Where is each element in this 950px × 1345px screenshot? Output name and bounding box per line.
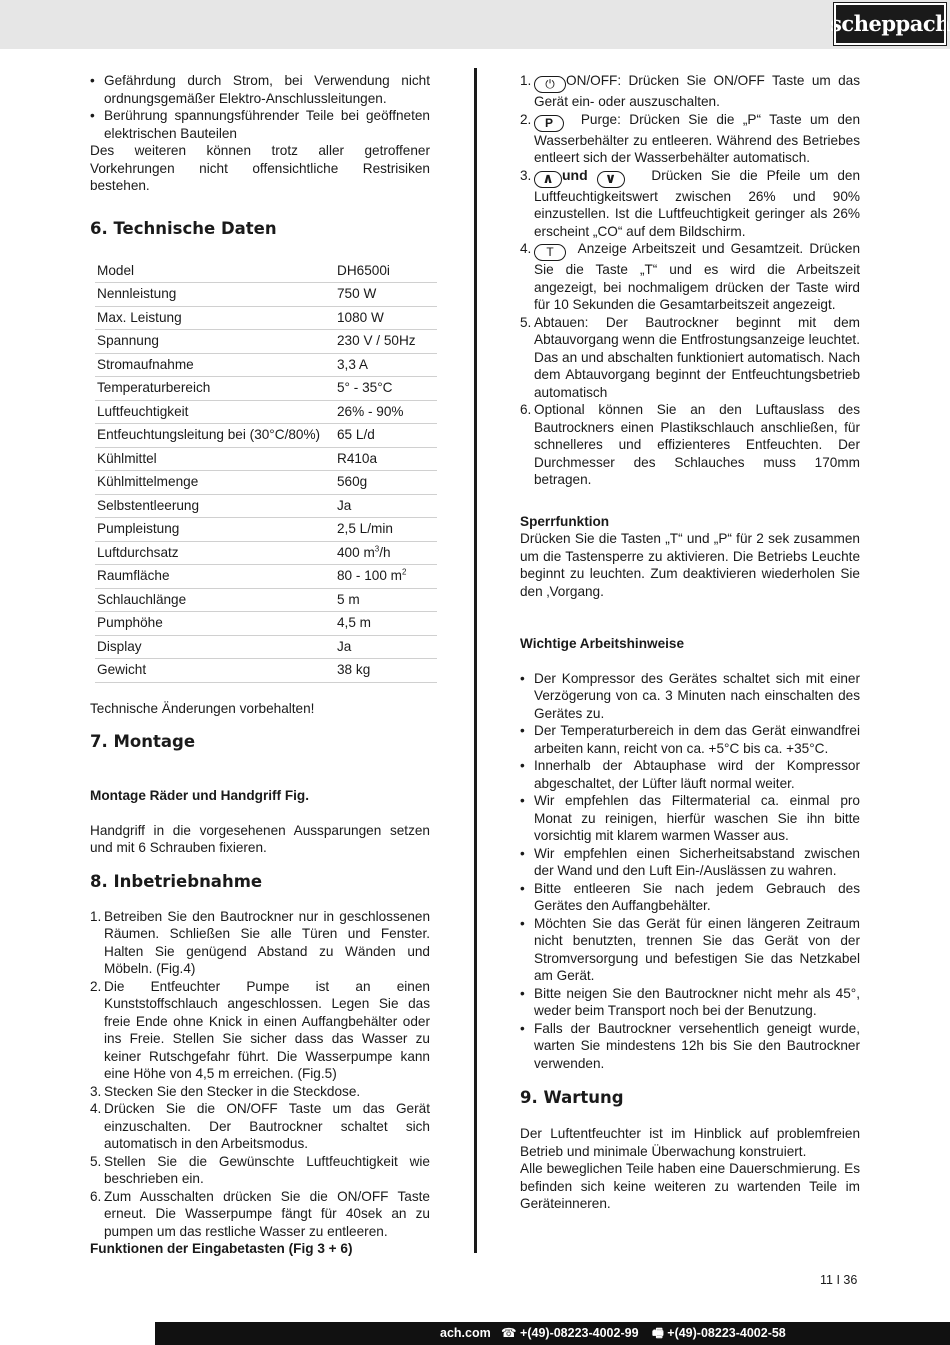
- list-item: 2. P Purge: Drücken Sie die „P“ Taste um den Wasserbehälter zu entleeren. Während des Betriebes entleert sich der Wasserbehälter automatisch.: [520, 111, 860, 165]
- arrow-down-icon: ∨: [597, 171, 625, 188]
- wartung-text-1: Der Luftentfeuchter ist im Hinblick auf problemfreien Betrieb und minimale Überwachung konstruiert.: [520, 1126, 860, 1159]
- list-item: • Gefährdung durch Strom, bei Verwendung nicht ordnungsgemäßer Elektro-Anschlussleitungen.: [90, 72, 430, 107]
- table-row: [95, 612, 437, 636]
- table-row: [95, 518, 437, 542]
- spec-value: 26% - 90%: [335, 400, 437, 424]
- spec-key: Raumfläche: [95, 565, 335, 589]
- list-item: • Der Temperaturbereich in dem das Gerät einwandfrei arbeiten kann, reicht von ca. +5°C bis ca. +35°C.: [520, 722, 860, 757]
- spec-key: Pumpleistung: [95, 518, 335, 542]
- power-button-icon: ⏻: [534, 76, 566, 93]
- table-row: [95, 400, 437, 424]
- table-row: [95, 377, 437, 401]
- key-functions-list: [520, 72, 860, 489]
- sperr-text: Drücken Sie die Tasten „T“ und „P“ für 2 sek zusammen um die Tastensperre zu aktivieren. Die Betriebs Leuchte beginnt zu leuchten. Zum deaktivieren wiederholen Sie den ‚Vorgang.: [520, 531, 860, 599]
- spec-key: Max. Leistung: [95, 306, 335, 330]
- list-item: 2. Die Entfeuchter Pumpe ist an einen Kunststoffschlauch angeschlossen. Legen Sie das freie Ende ohne Knick in einen Auffangbehälter oder ins Freie. Stellen Sie sicher dass das Wasser zu keiner Rutschgefahr führt. Die Wasserpumpe kann eine Höhe von 4,5 m erreichen. (Fig.5): [90, 978, 430, 1081]
- spec-value: DH6500i: [335, 260, 437, 283]
- table-row: [95, 471, 437, 495]
- spec-value: 560g: [335, 471, 437, 495]
- spec-value: 3,3 A: [335, 353, 437, 377]
- header-bar: [0, 0, 950, 49]
- footer-website[interactable]: ach.com: [440, 1326, 491, 1340]
- list-item: 5. Stellen Sie die Gewünschte Luftfeuchtigkeit wie beschrieben ein.: [90, 1153, 430, 1186]
- spec-key: Model: [95, 260, 335, 283]
- table-row: [95, 283, 437, 307]
- wartung-text-2: Alle beweglichen Teile haben eine Dauerschmierung. Es befinden sich keine weiteren zu wartenden Teile im Geräteinneren.: [520, 1161, 860, 1211]
- spec-value: 4,5 m: [335, 612, 437, 636]
- spec-table: [95, 260, 437, 683]
- list-item: 3. ∧ und ∨ Drücken Sie die Pfeile um den Luftfeuchtigkeitswert zwischen 26% und 90% einzustellen. Ist die Luftfeuchtigkeit geringer als 26% erscheint „CO“ auf dem Bildschirm.: [520, 166, 861, 239]
- montage-subheading: Montage Räder und Handgriff Fig.: [90, 788, 310, 803]
- spec-key: Kühlmittel: [95, 447, 335, 471]
- list-item: 6. Optional können Sie an den Luftauslass des Bautrockners einen Plastikschlauch anschließen, für schnelleres und effizienteres Entfeuchten. Der Durchmesser des Schlauches muss 170mm betragen.: [520, 402, 860, 487]
- table-row: [95, 635, 437, 659]
- spec-key: Schlauchlänge: [95, 588, 335, 612]
- table-row: [95, 659, 437, 683]
- left-column: [90, 72, 430, 1258]
- timer-button-icon: T: [534, 244, 566, 261]
- footer-fax: 🖷 +(49)-08223-4002-58: [652, 1326, 786, 1340]
- section-7-heading: 7. Montage: [90, 732, 196, 751]
- arrow-up-icon: ∧: [534, 171, 562, 188]
- spec-key: Temperaturbereich: [95, 377, 335, 401]
- spec-value: Ja: [335, 635, 437, 659]
- table-row: [95, 260, 437, 283]
- spec-key: Entfeuchtungsleitung bei (30°C/80%): [95, 424, 335, 448]
- spec-value: 5° - 35°C: [335, 377, 437, 401]
- purge-button-icon: P: [534, 115, 564, 132]
- funktionen-heading: Funktionen der Eingabetasten (Fig 3 + 6): [90, 1241, 353, 1256]
- und-label: und: [562, 166, 588, 183]
- tech-note: Technische Änderungen vorbehalten!: [90, 700, 315, 716]
- spec-value: 230 V / 50Hz: [335, 330, 437, 354]
- spec-key: Luftdurchsatz: [95, 541, 335, 565]
- spec-key: Stromaufnahme: [95, 353, 335, 377]
- table-row: [95, 541, 437, 565]
- table-row: [95, 494, 437, 518]
- spec-value: 80 - 100 $m^2$: [335, 565, 437, 589]
- page-number: 11 I 36: [820, 1273, 858, 1287]
- spec-value: 1080 W: [335, 306, 437, 330]
- list-item: 4. Drücken Sie die ON/OFF Taste um das Gerät einzuschalten. Der Bautrockner schaltet sich automatisch in den Arbeitsmodus.: [90, 1101, 430, 1151]
- hinweise-heading: Wichtige Arbeitshinweise: [520, 636, 685, 651]
- footer-bar: [155, 1322, 950, 1345]
- list-item: 1. Betreiben Sie den Bautrockner nur in geschlossenen Räumen. Schließen Sie alle Türen und Fenster. Halten Sie genügend Abstand zu Wänden und Möbeln. (Fig.4): [90, 908, 430, 976]
- spec-key: Selbstentleerung: [95, 494, 335, 518]
- footer-phone[interactable]: ☎ +(49)-08223-4002-99: [501, 1326, 639, 1340]
- hazard-list: [90, 72, 430, 142]
- spec-value: Ja: [335, 494, 437, 518]
- list-item: 3. Stecken Sie den Stecker in die Steckdose.: [90, 1083, 361, 1099]
- section-9-heading: 9. Wartung: [520, 1088, 624, 1107]
- list-item: • Bitte neigen Sie den Bautrockner nicht mehr als 45°, weder beim Transport noch bei der Benutzung.: [520, 985, 860, 1020]
- table-row: [95, 565, 437, 589]
- list-item: 4. T Anzeige Arbeitszeit und Gesamtzeit. Drücken Sie die Taste „T“ und es wird die Arbeitszeit angezeigt, bei nochmaligem drücken der Taste wird für 10 Sekunden die Gesamtarbeitszeit angezeigt.: [520, 241, 861, 312]
- list-item: 5. Abtauen: Der Bautrockner beginnt mit dem Abtauvorgang wenn die Entfrostungsanzeige leuchtet. Das an und abschalten funktioniert automatisch. Nach dem Abtauvorgang beginnt der Entfeuchtungsbetrieb automatisch: [520, 314, 860, 400]
- montage-text: Handgriff in die vorgesehenen Aussparungen setzen und mit 6 Schrauben fixieren.: [90, 822, 430, 855]
- spec-value: 750 W: [335, 283, 437, 307]
- list-item: • Berührung spannungsführender Teile bei geöffneten elektrischen Bauteilen: [90, 107, 430, 142]
- column-divider: [474, 68, 477, 1253]
- list-item: • Möchten Sie das Gerät für einen längeren Zeitraum nicht benutzten, trennen Sie das Gerät von der Stromversorgung und befestigen Sie das Netzkabel am Gerät.: [520, 915, 860, 985]
- table-row: [95, 353, 437, 377]
- spec-value: R410a: [335, 447, 437, 471]
- table-row: [95, 588, 437, 612]
- list-item: • Bitte entleeren Sie nach jedem Gebrauch des Gerätes den Auffangbehälter.: [520, 880, 860, 915]
- table-row: [95, 306, 437, 330]
- spec-value: 400 $m^3/h$: [335, 541, 437, 565]
- hinweise-list: [520, 670, 860, 1073]
- list-item: 6. Zum Ausschalten drücken Sie die ON/OFF Taste erneut. Die Wasserpumpe fängt für 40sek an zu pumpen um das restliche Wasser zu entleeren.: [90, 1188, 430, 1239]
- inbetrieb-list: [90, 908, 430, 1241]
- table-row: [95, 424, 437, 448]
- spec-key: Spannung: [95, 330, 335, 354]
- brand-logo: scheppach: [834, 3, 946, 45]
- table-row: [95, 447, 437, 471]
- table-row: [95, 330, 437, 354]
- sperr-heading: Sperrfunktion: [520, 513, 610, 529]
- spec-value: 5 m: [335, 588, 437, 612]
- list-item: • Falls der Bautrockner versehentlich geneigt wurde, warten Sie mindestens 12h bis Sie den Bautrockner verwenden.: [520, 1020, 860, 1073]
- list-item: 1. ⏻ ON/OFF: Drücken Sie ON/OFF Taste um das Gerät ein- oder auszuschalten.: [520, 73, 860, 109]
- spec-key: Pumphöhe: [95, 612, 335, 636]
- spec-key: Luftfeuchtigkeit: [95, 400, 335, 424]
- right-column: [520, 72, 860, 1213]
- spec-value: 38 kg: [335, 659, 437, 683]
- list-item: • Wir empfehlen einen Sicherheitsabstand zwischen der Wand und den Luft Ein-/Auslässen zu wahren.: [520, 845, 860, 880]
- section-6-heading: 6. Technische Daten: [90, 218, 277, 238]
- spec-key: Nennleistung: [95, 283, 335, 307]
- list-item: • Wir empfehlen das Filtermaterial ca. einmal pro Monat zu reinigen, hierfür waschen Sie ihn bitte vorsichtig mit klarem warmen Wasser aus.: [520, 792, 860, 845]
- list-item: • Innerhalb der Abtauphase wird der Kompressor abgeschaltet, der Lüfter läuft normal weiter.: [520, 757, 860, 792]
- spec-value: 2,5 L/min: [335, 518, 437, 542]
- list-item: • Der Kompressor des Gerätes schaltet sich mit einer Verzögerung von ca. 3 Minuten nach einschalten des Gerätes zu.: [520, 670, 860, 723]
- residual-risk-text: Des weiteren können trotz aller getroffener Vorkehrungen nicht offensichtliche Restrisiken bestehen.: [90, 143, 430, 193]
- spec-value: 65 L/d: [335, 424, 437, 448]
- spec-key: Display: [95, 635, 335, 659]
- spec-key: Kühlmittelmenge: [95, 471, 335, 495]
- section-8-heading: 8. Inbetriebnahme: [90, 871, 263, 891]
- spec-key: Gewicht: [95, 659, 335, 683]
